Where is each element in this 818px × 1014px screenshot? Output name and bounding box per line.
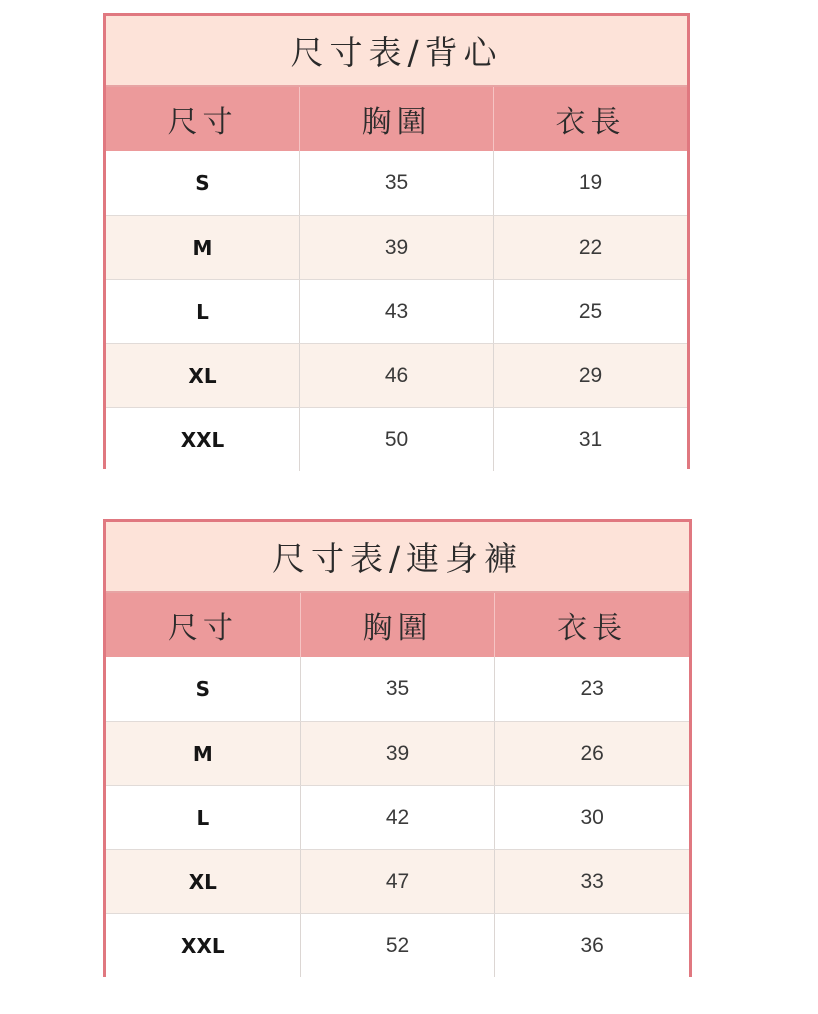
size-table-vest — [103, 13, 690, 469]
size-cell: XXL — [181, 933, 225, 958]
table-row — [106, 407, 687, 471]
chest-cell: 39 — [300, 722, 495, 785]
length-cell: 36 — [494, 914, 689, 977]
chest-cell: 52 — [300, 914, 495, 977]
table-row — [106, 279, 687, 343]
table-row — [106, 151, 687, 215]
header-row — [106, 87, 687, 151]
table-title: 尺寸表/背心 — [106, 16, 687, 87]
header-chest: 胸圍 — [300, 593, 495, 657]
header-row — [106, 593, 689, 657]
length-cell: 22 — [493, 216, 687, 279]
chest-cell: 35 — [299, 151, 493, 215]
table-row — [106, 343, 687, 407]
header-length: 衣長 — [494, 593, 689, 657]
size-cell: XL — [188, 363, 217, 388]
size-cell: M — [192, 741, 213, 766]
size-cell: S — [195, 677, 211, 701]
table-row — [106, 849, 689, 913]
size-table-romper — [103, 519, 692, 977]
chest-cell: 39 — [299, 216, 493, 279]
size-cell: XL — [188, 869, 217, 894]
size-cell: L — [196, 805, 210, 830]
table-row — [106, 721, 689, 785]
table-row — [106, 913, 689, 977]
header-chest: 胸圍 — [299, 87, 493, 151]
length-cell: 19 — [493, 151, 687, 215]
length-cell: 30 — [494, 786, 689, 849]
length-cell: 25 — [493, 280, 687, 343]
chest-cell: 35 — [300, 657, 495, 721]
size-cell: S — [195, 171, 210, 195]
header-size: 尺寸 — [167, 105, 238, 140]
size-cell: M — [192, 235, 213, 260]
chest-cell: 50 — [299, 408, 493, 471]
header-size: 尺寸 — [167, 611, 238, 646]
table-row — [106, 215, 687, 279]
chest-cell: 47 — [300, 850, 495, 913]
table-row — [106, 657, 689, 721]
chest-cell: 46 — [299, 344, 493, 407]
table-row — [106, 785, 689, 849]
length-cell: 31 — [493, 408, 687, 471]
length-cell: 26 — [494, 722, 689, 785]
length-cell: 33 — [494, 850, 689, 913]
size-cell: XXL — [180, 427, 225, 452]
size-cell: L — [196, 299, 209, 324]
length-cell: 23 — [494, 657, 689, 721]
length-cell: 29 — [493, 344, 687, 407]
table-title: 尺寸表/連身褲 — [106, 522, 689, 593]
chest-cell: 43 — [299, 280, 493, 343]
header-length: 衣長 — [493, 87, 687, 151]
chest-cell: 42 — [300, 786, 495, 849]
